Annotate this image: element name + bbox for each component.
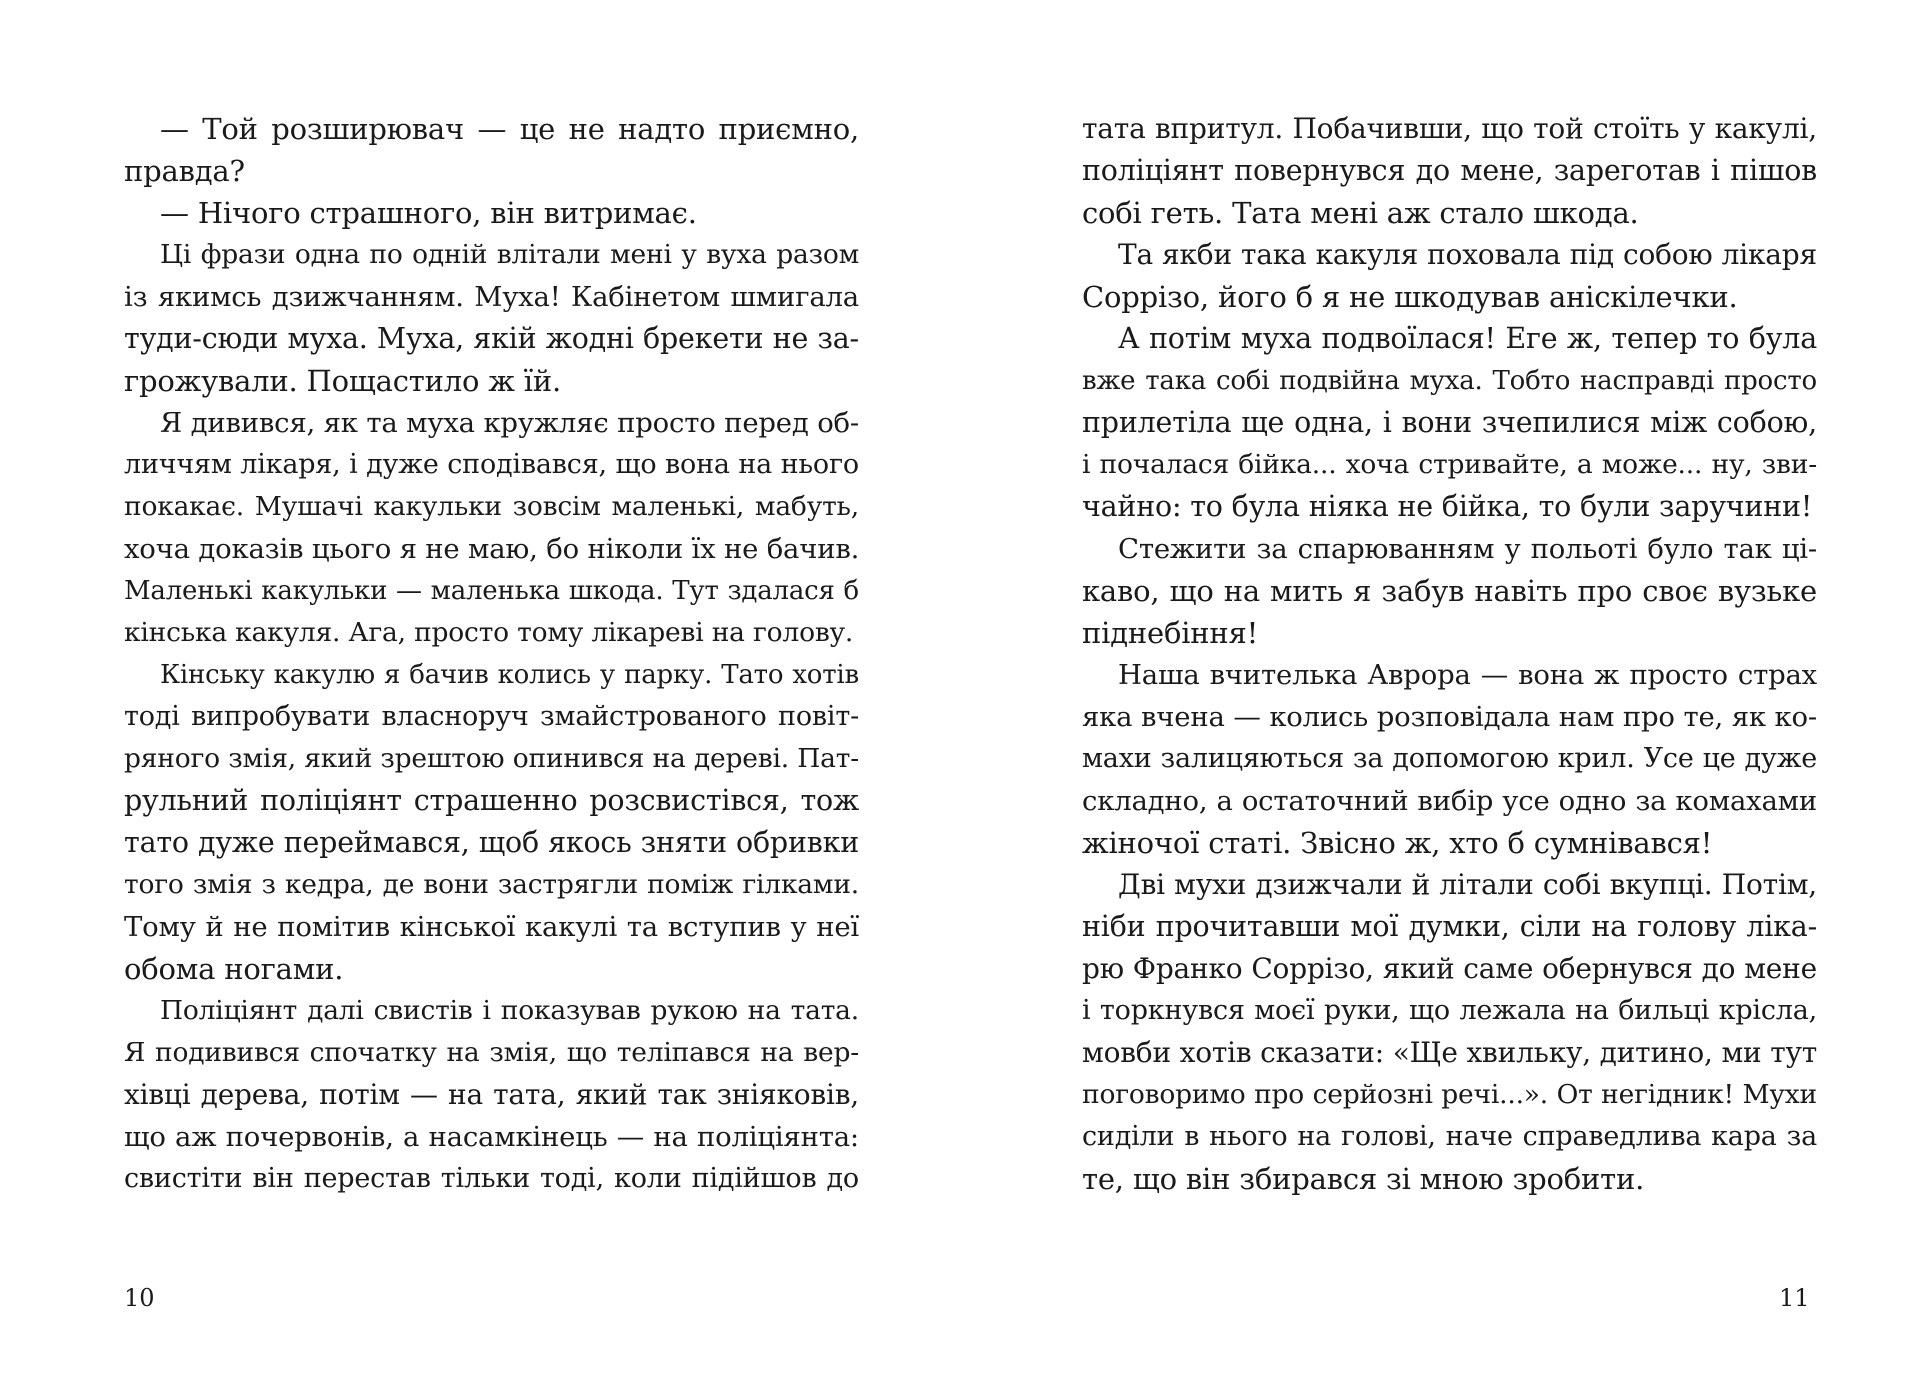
text-line: тоді випробувати власноруч змайстрованого повіт- (124, 701, 859, 732)
text-line: рульний поліціянт страшенно розсвистівся, тож (124, 784, 859, 817)
text-line: — Той розширювач — це не надто приємно, (160, 112, 859, 146)
text-line: хівці дерева, потім — на тата, який так зніяковів, (124, 1078, 859, 1111)
right-page-text (1082, 108, 1817, 1200)
text-line: рю Франко Соррізо, який саме обернувся до мене (1082, 952, 1817, 985)
text-line: і торкнувся моєї руки, що лежала на бильці крісла, (1082, 995, 1817, 1026)
text-line: ряного змія, який зрештою опинився на дереві. Пат- (124, 743, 859, 774)
text-line: личчям лікаря, і дуже сподівався, що вона на нього (124, 449, 859, 480)
text-line: Ці фрази одна по одній влітали мені у вуха разом (160, 239, 859, 270)
text-line: із якимсь дзижчанням. Муха! Кабінетом шмигала (124, 281, 859, 313)
text-line: Наша вчителька Аврора — вона ж просто страх (1118, 659, 1817, 691)
text-line: мовби хотів сказати: «Ще хвильку, дитино, ми тут (1082, 1036, 1818, 1069)
text-line: обома ногами. (124, 952, 344, 986)
text-line: прилетіла ще одна, і вони зчепилися між собою, (1082, 406, 1817, 439)
text-line: свистіти він перестав тільки тоді, коли підійшов до (124, 1163, 859, 1194)
text-line: хоча доказів цього я не маю, бо ніколи їх не бачив. (124, 533, 860, 565)
text-line: Кінську какулю я бачив колись у парку. Тато хотів (160, 660, 859, 690)
text-line: каво, що на мить я забув навіть про своє вузьке (1082, 574, 1817, 608)
text-line: жіночої статі. Звісно ж, хто б сумнівався! (1082, 826, 1713, 860)
text-line: те, що він збирався зі мною зробити. (1082, 1162, 1645, 1196)
text-line: Та якби така какуля поховала під собою лікаря (1118, 238, 1817, 271)
text-line: вже така собі подвійна муха. Тобто насправді просто (1082, 366, 1817, 396)
text-line: правда? (124, 154, 245, 188)
page-number-left: 10 (124, 1284, 155, 1312)
text-line: Соррізо, його б я не шкодував аніскілечки. (1082, 280, 1738, 314)
text-line: кінська какуля. Ага, просто тому лікареві на голову. (124, 617, 854, 648)
text-line: чайно: то була ніяка не бійка, то були заручини! (1082, 490, 1813, 523)
text-line: собі геть. Тата мені аж стало шкода. (1082, 196, 1639, 230)
text-line: А потім муха подвоїлася! Еге ж, тепер то була (1118, 322, 1817, 355)
text-line: туди-сюди муха. Муха, якій жодні брекети не за- (124, 322, 859, 355)
text-line: Дві мухи дзижчали й літали собі вкупці. Потім, (1118, 868, 1817, 901)
left-page-text (124, 108, 859, 1200)
text-line: Я дивився, як та муха кружляє просто перед об- (160, 407, 859, 439)
text-line: того змія з кедра, де вони застрягли поміж гілками. (124, 869, 859, 900)
text-line: грожували. Пощастило ж їй. (124, 364, 561, 398)
text-line: Маленькі какульки — маленька шкода. Тут здалася б (124, 576, 859, 606)
text-line: махи залицяються за допомогою крил. Усе це дуже (1082, 743, 1817, 774)
text-line: поліціянт повернувся до мене, зареготав і пішов (1082, 154, 1817, 187)
text-line: поговоримо про серйозні речі...». От негідник! Мухи (1082, 1079, 1817, 1110)
text-line: складно, а остаточний вибір усе одно за комахами (1082, 785, 1817, 817)
text-line: сиділи в нього на голові, наче справедлива кара за (1082, 1121, 1817, 1152)
text-line: покакає. Мушачі какульки зовсім маленькі, мабуть, (124, 491, 859, 522)
text-line: піднебіння! (1082, 616, 1259, 650)
text-line: тато дуже переймався, щоб якось зняти обривки (124, 826, 859, 859)
text-line: що аж почервонів, а насамкінець — на поліціянта: (124, 1121, 859, 1153)
page-number-right: 11 (1779, 1284, 1810, 1312)
text-line: Стежити за спарюванням у польоті було так ці- (1118, 533, 1817, 565)
text-line: тата впритул. Побачивши, що той стоїть у какулі, (1082, 112, 1817, 145)
text-line: Я подивився спочатку на змія, що теліпався на вер- (124, 1037, 859, 1068)
text-line: ніби прочитавши мої думки, сіли на голову ліка- (1082, 910, 1817, 943)
text-line: Поліціянт далі свистів і показував рукою на тата. (160, 995, 859, 1026)
text-line: яка вчена — колись розповідала нам про те, як ко- (1082, 701, 1817, 733)
text-line: і почалася бійка... хоча стривайте, а може... ну, зви- (1082, 449, 1817, 480)
text-line: Тому й не помітив кінської какулі та вступив у неї (124, 911, 859, 943)
text-line: — Нічого страшного, він витримає. (160, 196, 697, 230)
